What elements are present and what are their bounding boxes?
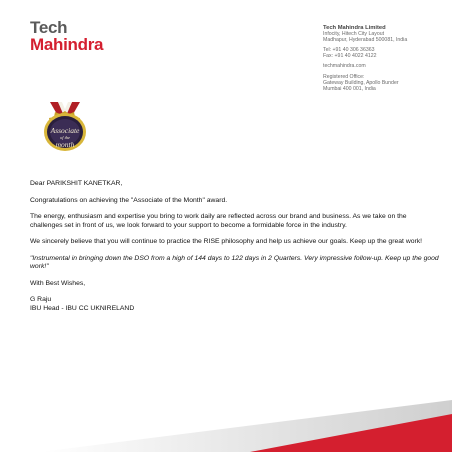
citation-quote: "Instrumental in bringing down the DSO from a high of 144 days to 122 days in 2 Quarters. Very impressive follow-up. Keep up the good work!"	[30, 254, 439, 270]
badge-text-month: month	[55, 140, 75, 149]
paragraph-rise: We sincerely believe that you will continue to practice the RISE philosophy and help us achieve our goals. Keep up the great work!	[30, 238, 423, 245]
company-address-block	[323, 25, 448, 92]
telephone: Tel: +91 40 306 36363	[323, 47, 375, 54]
footer-swoosh-decoration	[0, 392, 452, 452]
badge-text-of-the: of the	[59, 135, 71, 140]
salutation: Dear PARIKSHIT KANETKAR,	[30, 180, 123, 187]
closing: With Best Wishes,	[30, 279, 86, 287]
registered-office-label: Registered Office:	[323, 73, 365, 80]
logo-mahindra-text: Mahindra	[30, 35, 104, 54]
address-line-1: Infocity, Hitech City Layout	[323, 31, 385, 38]
signer-name: G Raju	[30, 296, 52, 303]
registered-office-line-2: Mumbai 400 001, India	[323, 85, 376, 92]
signer-title: IBU Head - IBU CC UKNIRELAND	[30, 304, 135, 312]
company-name: Tech Mahindra Limited	[323, 25, 386, 31]
letter-body	[30, 180, 440, 313]
website: techmahindra.com	[323, 63, 366, 70]
associate-of-month-badge	[36, 102, 94, 164]
badge-text-associate: Associate	[50, 126, 80, 135]
paragraph-congratulations: Congratulations on achieving the "Associate of the Month" award.	[30, 196, 228, 204]
fax: Fax: +91 40 4022 4122	[323, 53, 377, 60]
address-line-2: Madhapur, Hyderabad 500081, India	[323, 37, 408, 44]
paragraph-energy: The energy, enthusiasm and expertise you bring to work daily are reflected across our brand and business. As we take on the challenges set in front of us, we look forward to your support to become a formidable force in the industry.	[30, 213, 407, 229]
registered-office-line-1: Gateway Building, Apollo Bunder	[323, 79, 399, 86]
logo-tech-text: Tech	[30, 18, 68, 37]
tech-mahindra-logo	[30, 19, 160, 53]
